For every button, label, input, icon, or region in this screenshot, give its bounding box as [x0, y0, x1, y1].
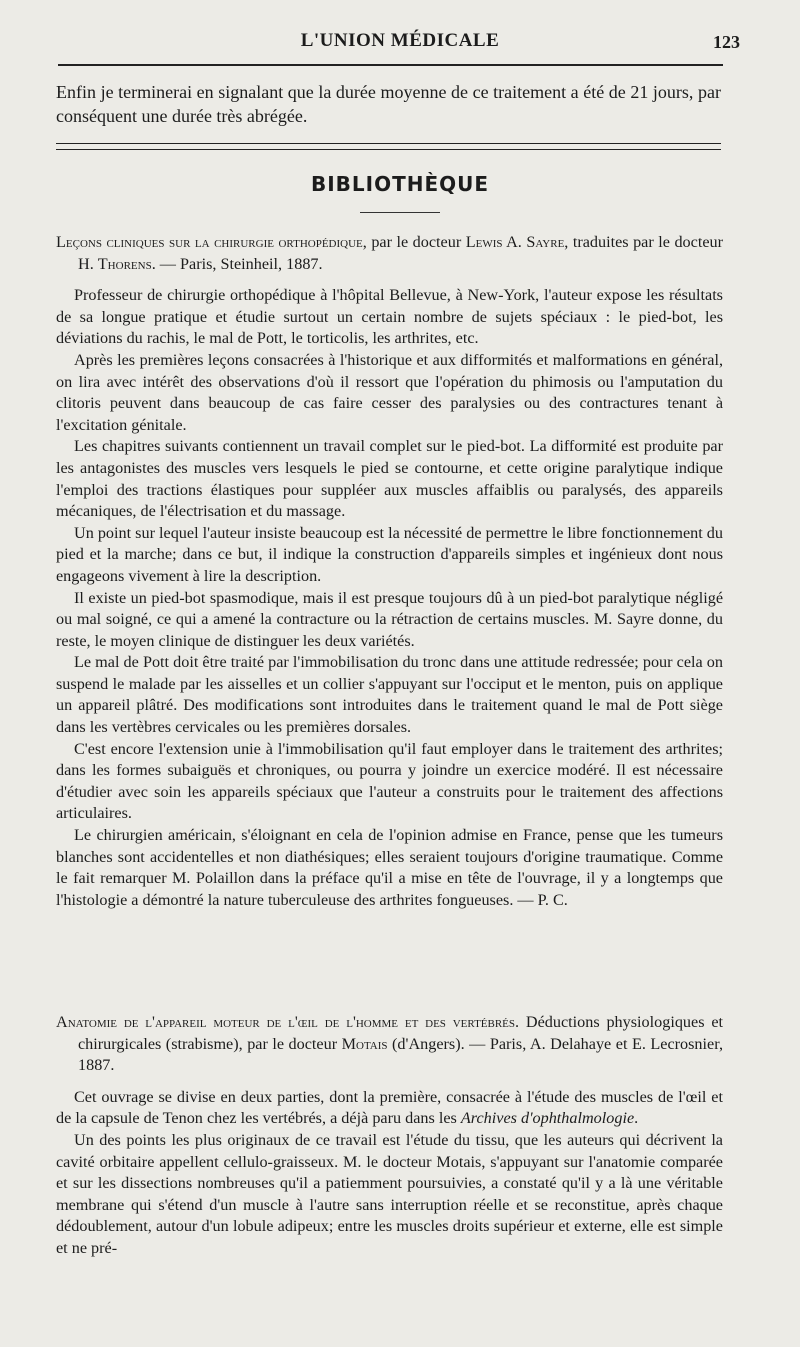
review-paragraph: Le mal de Pott doit être traité par l'immobilisation du tronc dans une attitude redressée; pour cela on suspend le malade par les aisselles et un collier s'appuyant sur l'occiput et le menton, puis on applique un appareil plâtré. Des modifications sont introduites dans le traitement quand le mal de Pott siège dans les vertèbres cervicales ou les premières dorsales. — [56, 653, 723, 737]
title-underline — [360, 212, 440, 213]
section-double-rule — [56, 143, 721, 150]
citation-by: , par le docteur — [362, 233, 466, 251]
review-paragraph: Les chapitres suivants contiennent un travail complet sur le pied-bot. La difformité est produite par les antagonistes des muscles vers lesquels le pied se contourne, et cette origine paralytique indique l'emploi des tractions élastiques pour suppléer aux muscles affaiblis ou paralysés, des appareils mécaniques, de l'électrisation et du massage. — [56, 437, 723, 521]
review-paragraph: Après les premières leçons consacrées à l'historique et aux difformités et malformations en général, on lira avec intérêt des observations d'où il ressort que l'opération du phimosis ou l'amputation du clitoris peuvent dans beaucoup de cas faire cesser des paralysies ou des contractures tenant à l'excitation génitale. — [56, 350, 723, 434]
review-paragraph: Professeur de chirurgie orthopédique à l'hôpital Bellevue, à New-York, l'auteur expose les résultats de sa longue pratique et étudie surtout un certain nombre de sujets spéciaux : le pied-bot, les déviations du rachis, le mal de Pott, le torticolis, les arthrites, etc. — [56, 286, 723, 348]
review-motais — [56, 1012, 723, 1260]
review-paragraph: Il existe un pied-bot spasmodique, mais il est presque toujours dû à un pied-bot paralytique négligé ou mal soigné, ce qui a amené la contracture ou la rétraction de certains muscles. M. Sayre donne, du reste, le moyen clinique de distinguer les deux variétés. — [56, 588, 723, 650]
journal-title: Archives d'ophthalmologie — [460, 1109, 635, 1128]
intro-paragraph: Enfin je terminerai en signalant que la durée moyenne de ce traitement a été de 21 jours, par conséquent une durée très abrégée. — [56, 82, 721, 126]
review-paragraph: Le chirurgien américain, s'éloignant en cela de l'opinion admise en France, pense que les tumeurs blanches sont accidentelles et non diathésiques; elles seraient toujours d'origine traumatique. Comme le fait remarquer M. Polaillon dans la préface qu'il a mise en tête de l'ouvrage, il y a longtemps que l'histologie a démontré la nature tuberculeuse des arthrites fongueuses. — P. C. — [56, 826, 723, 909]
citation-title: Anatomie de l'appareil moteur de l'œil de l'homme et des vertébrés — [56, 1013, 516, 1031]
citation-author: Lewis A. Sayre — [465, 233, 565, 251]
review-citation — [56, 1012, 723, 1077]
citation-title: Leçons cliniques sur la chirurgie orthopédique — [56, 233, 363, 251]
section-title: BIBLIOTHÈQUE — [310, 172, 490, 196]
citation-author: Motais — [341, 1034, 388, 1053]
paragraph-end: . — [634, 1109, 639, 1128]
review-paragraph: C'est encore l'extension unie à l'immobilisation qu'il faut employer dans le traitement des arthrites; dans les formes subaiguës et chroniques, ou pourra y joindre un exercice modéré. Il est nécessaire d'étudier avec soin les appareils spéciaux que l'auteur a construits pour le traitement des affections articulaires. — [56, 739, 723, 823]
review-paragraph: Un des points les plus originaux de ce travail est l'étude du tissu, que les auteurs qui décrivent la cavité orbitaire appellent cellulo-graisseux. M. le docteur Motais, s'appuyant sur l'anatomie comparée et sur les dissections nombreuses qu'il a patiemment poursuivies, a constaté qu'il y a là une véritable membrane qui s'étend d'un muscle à l'autre sans interruption réelle et se reconstitue, après chaque dédoublement, autour d'un lobule adipeux; entre les muscles droits supérieur et externe, elle est simple et ne pré- — [56, 1130, 723, 1257]
citation-publisher: (d'Angers). — Paris, A. Delahaye et E. Lecrosnier, 1887. — [78, 1034, 723, 1075]
page-number: 123 — [713, 32, 740, 52]
header-rule — [58, 64, 723, 66]
review-paragraph — [56, 1087, 723, 1130]
citation-translated: , traduites par le docteur H. — [78, 233, 723, 273]
review-paragraph: Un point sur lequel l'auteur insiste beaucoup est la nécessité de permettre le libre fonctionnement du pied et la marche; dans ce but, il indique la construction d'appareils simples et ingénieux dont nous engageons vivement à lire la description. — [56, 523, 723, 585]
review-sayre — [56, 232, 723, 911]
citation-rest: . Déductions physiologiques et chirurgicales (strabisme), par le docteur — [78, 1013, 724, 1053]
running-title: L'UNION MÉDICALE — [300, 30, 500, 51]
review-citation — [56, 232, 723, 275]
running-head — [0, 30, 800, 58]
paragraph-text: Cet ouvrage se divise en deux parties, dont la première, consacrée à l'étude des muscles de l'œil et de la capsule de Tenon chez les vertébrés, a déjà paru dans les — [56, 1087, 723, 1128]
citation-translator: Thorens — [97, 254, 152, 273]
citation-publisher: . — Paris, Steinheil, 1887. — [151, 254, 323, 273]
